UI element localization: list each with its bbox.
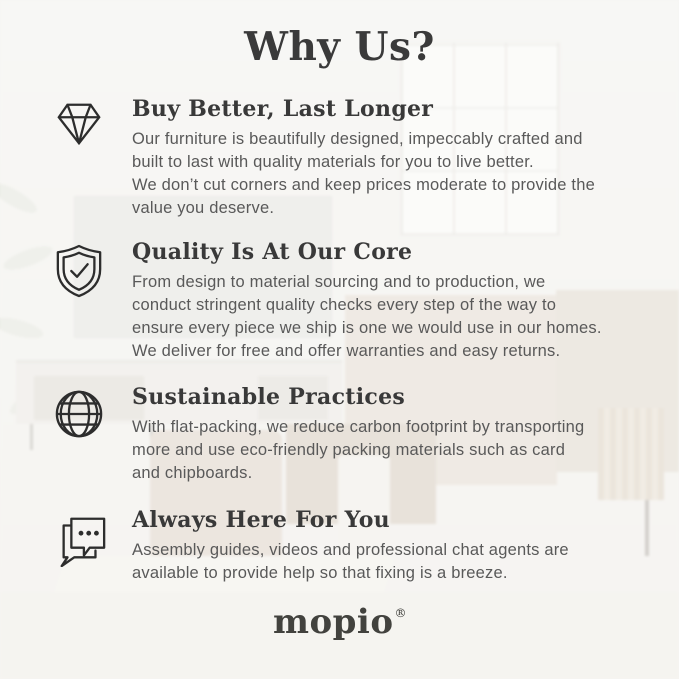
feature-body-line: ensure every piece we ship is one we would use in our homes. [132, 319, 602, 338]
feature-body-line: built to last with quality materials for you to live better. [132, 153, 534, 172]
feature-text [132, 508, 659, 585]
feature-body-line: available to provide help so that fixing is a breeze. [132, 564, 508, 583]
feature-body-line: With flat-packing, we reduce carbon footprint by transporting [132, 418, 585, 437]
page-title: Why Us? [244, 24, 435, 70]
brand-logo [0, 602, 679, 642]
feature-body-line: We don’t cut corners and keep prices moderate to provide the [132, 176, 595, 195]
feature-buy-better [54, 97, 659, 220]
feature-body-line: and chipboards. [132, 464, 253, 483]
feature-body-line: value you deserve. [132, 199, 275, 218]
feature-heading: Buy Better, Last Longer [132, 96, 434, 122]
feature-body-line: Assembly guides, videos and professional chat agents are [132, 541, 569, 560]
feature-text [132, 97, 659, 220]
brand-name: mopio [272, 602, 394, 642]
chat-bubbles-icon [54, 511, 106, 567]
registered-trademark-mark: ® [394, 605, 408, 620]
feature-sustainable [54, 385, 659, 485]
globe-icon [54, 388, 106, 444]
feature-quality [54, 240, 659, 363]
feature-body-line: more and use eco-friendly packing materials such as card [132, 441, 566, 460]
shield-check-icon [54, 243, 106, 299]
feature-body-line: From design to material sourcing and to production, we [132, 273, 546, 292]
feature-support [54, 508, 659, 585]
feature-heading: Quality Is At Our Core [132, 239, 413, 265]
feature-text [132, 240, 659, 363]
feature-body-line: conduct stringent quality checks every step of the way to [132, 296, 557, 315]
diamond-icon [54, 100, 106, 156]
feature-body-line: We deliver for free and offer warranties and easy returns. [132, 342, 561, 361]
feature-text [132, 385, 659, 485]
feature-body-line: Our furniture is beautifully designed, impeccably crafted and [132, 130, 583, 149]
feature-heading: Always Here For You [132, 507, 390, 533]
feature-heading: Sustainable Practices [132, 384, 406, 410]
